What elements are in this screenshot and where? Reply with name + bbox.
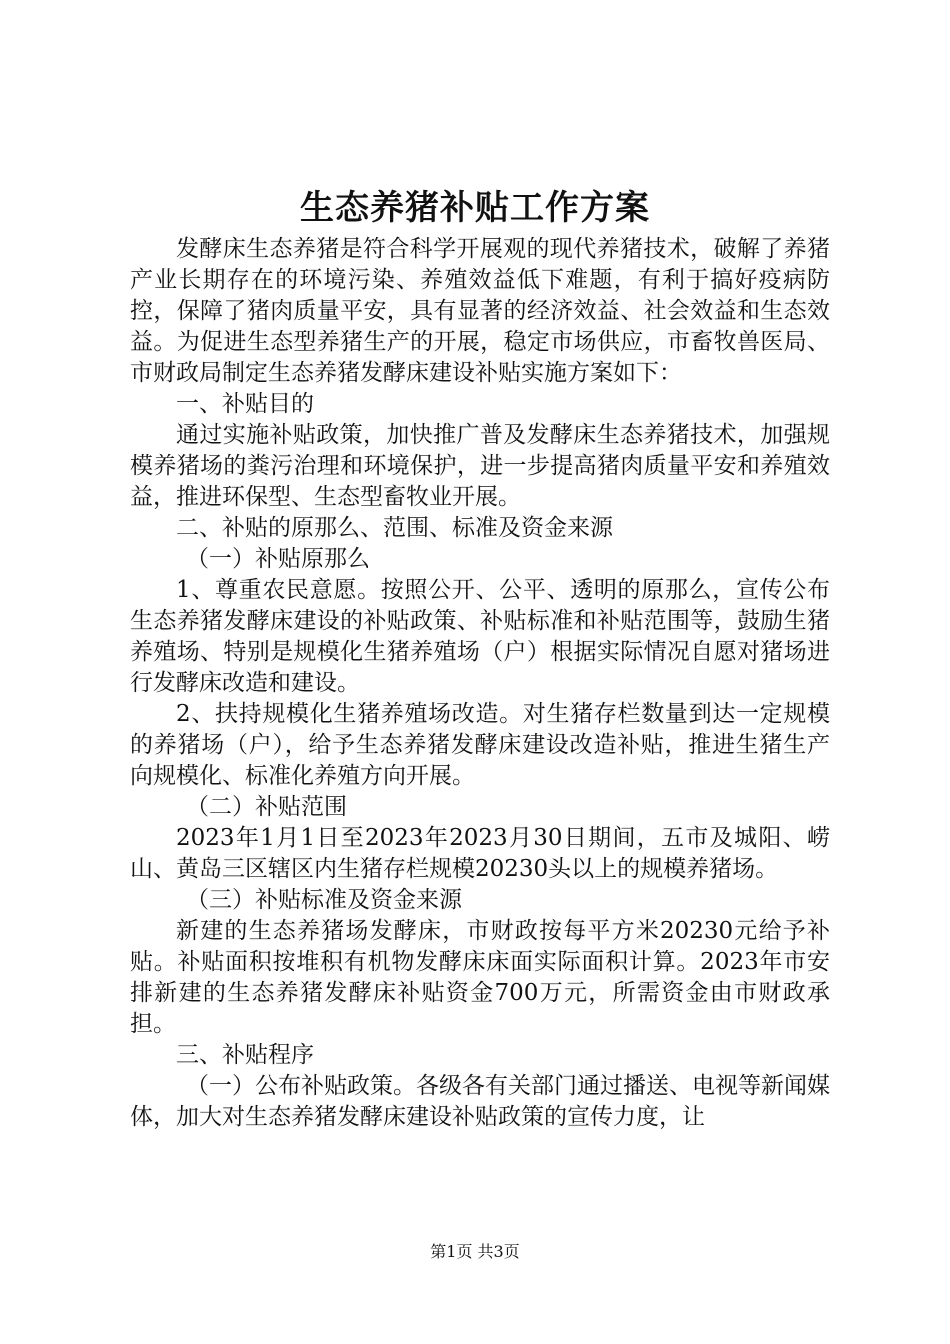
paragraph-principle-2: 2、扶持规模化生猪养殖场改造。对生猪存栏数量到达一定规模的养猪场（户），给予生态养猪发酵床建设改造补贴，推进生猪生产向规模化、标准化养殖方向开展。 (130, 701, 830, 789)
paragraph-purpose: 通过实施补贴政策，加快推广普及发酵床生态养猪技术，加强规模养猪场的粪污治理和环境保护，进一步提高猪肉质量平安和养殖效益，推进环保型、生态型畜牧业开展。 (130, 422, 830, 510)
paragraph-scope: 2023年1月1日至2023年2023月30日期间，五市及城阳、崂山、黄岛三区辖区内生猪存栏规模20230头以上的规模养猪场。 (130, 825, 830, 882)
document-title: 生态养猪补贴工作方案 (300, 188, 650, 228)
heading-subsection-scope: （二）补贴范围 (186, 794, 347, 820)
heading-section-2: 二、补贴的原那么、范围、标准及资金来源 (176, 515, 613, 541)
heading-section-1: 一、补贴目的 (176, 391, 314, 417)
heading-subsection-standard: （三）补贴标准及资金来源 (186, 887, 462, 913)
paragraph-procedure-1: （一）公布补贴政策。各级各有关部门通过播送、电视等新闻媒体，加大对生态养猪发酵床建设补贴政策的宣传力度，让 (130, 1073, 830, 1130)
heading-subsection-principles: （一）补贴原那么 (186, 546, 370, 572)
paragraph-principle-1: 1、尊重农民意愿。按照公开、公平、透明的原那么，宣传公布生态养猪发酵床建设的补贴政策、补贴标准和补贴范围等，鼓励生猪养殖场、特别是规模化生猪养殖场（户）根据实际情况自愿对猪场进行发酵床改造和建设。 (130, 577, 830, 696)
heading-section-3: 三、补贴程序 (176, 1042, 314, 1068)
page-indicator: 第1页 共3页 (430, 1242, 520, 1261)
document-body (130, 234, 830, 1133)
paragraph-intro: 发酵床生态养猪是符合科学开展观的现代养猪技术，破解了养猪产业长期存在的环境污染、养殖效益低下难题，有利于搞好疫病防控，保障了猪肉质量平安，具有显著的经济效益、社会效益和生态效益。为促进生态型养猪生产的开展，稳定市场供应，市畜牧兽医局、市财政局制定生态养猪发酵床建设补贴实施方案如下： (130, 236, 830, 386)
paragraph-standard: 新建的生态养猪场发酵床，市财政按每平方米20230元给予补贴。补贴面积按堆积有机物发酵床床面实际面积计算。2023年市安排新建的生态养猪发酵床补贴资金700万元，所需资金由市财政承担。 (130, 918, 830, 1037)
